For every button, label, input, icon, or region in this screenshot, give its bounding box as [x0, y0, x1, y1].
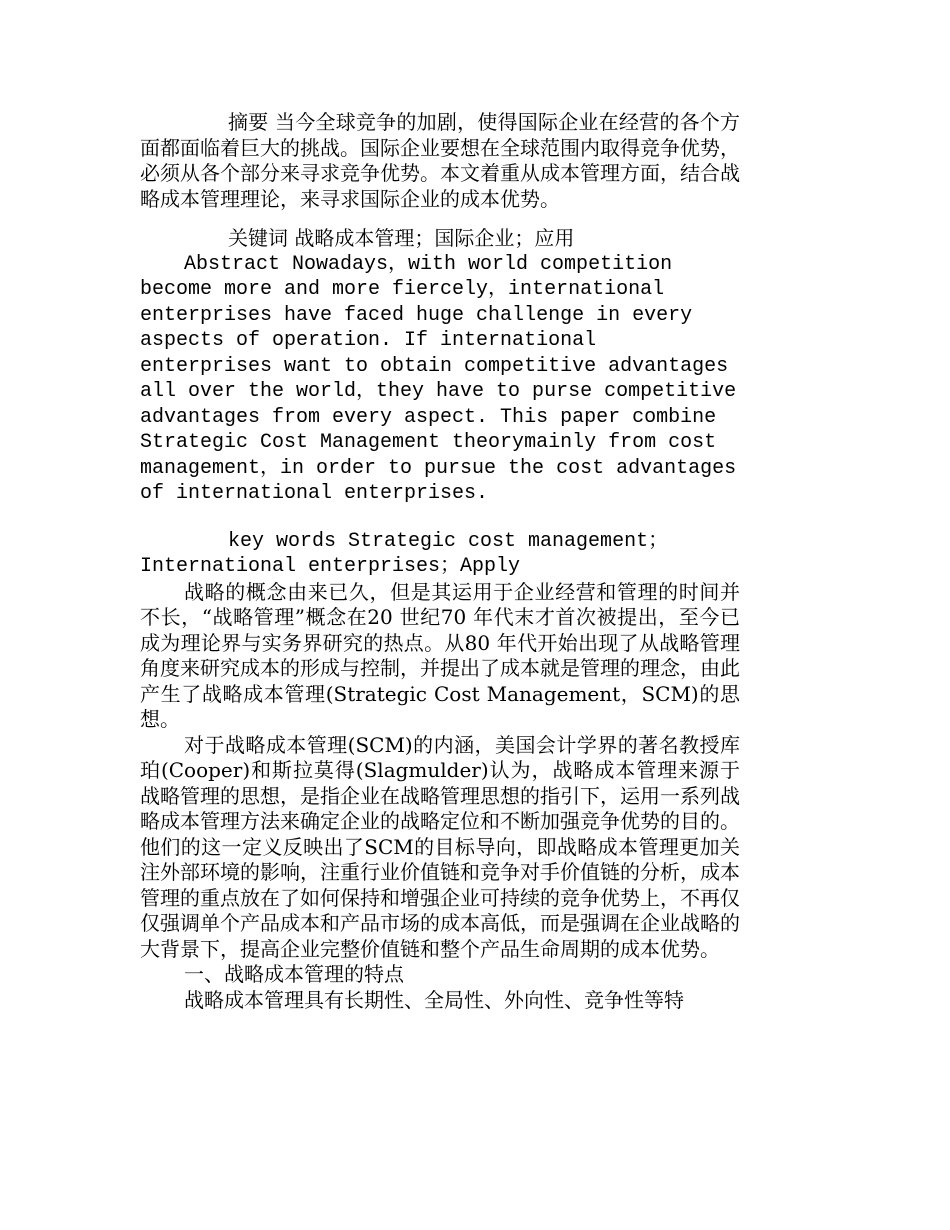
document-page: [140, 110, 740, 1013]
section-heading-1: 一、战略成本管理的特点: [184, 962, 404, 986]
body-paragraph-2: 对于战略成本管理(SCM)的内涵，美国会计学界的著名教授库珀(Cooper)和斯拉莫得(Slagmulder)认为，战略成本管理来源于战略管理的思想，是指企业在战略管理思想的指引下，运用一系列战略成本管理方法来确定企业的战略定位和不断加强竞争优势的目的。他们的这一定义反映出了SCM的目标导向，即战略成本管理更加关注外部环境的影响，注重行业价值链和竞争对手价值链的分析，成本管理的重点放在了如何保持和增强企业可持续的竞争优势上，不再仅仅强调单个产品成本和产品市场的成本高低，而是强调在企业战略的大背景下，提高企业完整价值链和整个产品生命周期的成本优势。: [140, 732, 740, 961]
english-keywords: key words Strategic cost management；International enterprises；Apply: [140, 529, 669, 578]
english-abstract: Abstract Nowadays，with world competition become more and more fiercely，international enterprises have faced huge challenge in every aspects of operation. If international enterprises want to obtain competitive advantages all over the world，they have to purse competitive advantages from every aspect. This paper combine Strategic Cost Management theorymainly from cost management，in order to pursue the cost advantages of international enterprises.: [140, 252, 737, 505]
body-paragraph-3: 战略成本管理具有长期性、全局性、外向性、竞争性等特: [184, 987, 684, 1012]
chinese-keywords: 关键词 战略成本管理；国际企业；应用: [228, 226, 575, 250]
body-paragraph-1: 战略的概念由来已久，但是其运用于企业经营和管理的时间并不长，“战略管理”概念在20 世纪70 年代末才首次被提出，至今已成为理论界与实务界研究的热点。从80 年代开始出现了从战略管理角度来研究成本的形成与控制，并提出了成本就是管理的理念，由此产生了战略成本管理(Strategic Cost Management，SCM)的思想。: [140, 579, 740, 731]
chinese-abstract: 摘要 当今全球竞争的加剧，使得国际企业在经营的各个方面都面临着巨大的挑战。国际企业要想在全球范围内取得竞争优势，必须从各个部分来寻求竞争优势。本文着重从成本管理方面，结合战略成本管理理论，来寻求国际企业的成本优势。: [140, 110, 740, 211]
